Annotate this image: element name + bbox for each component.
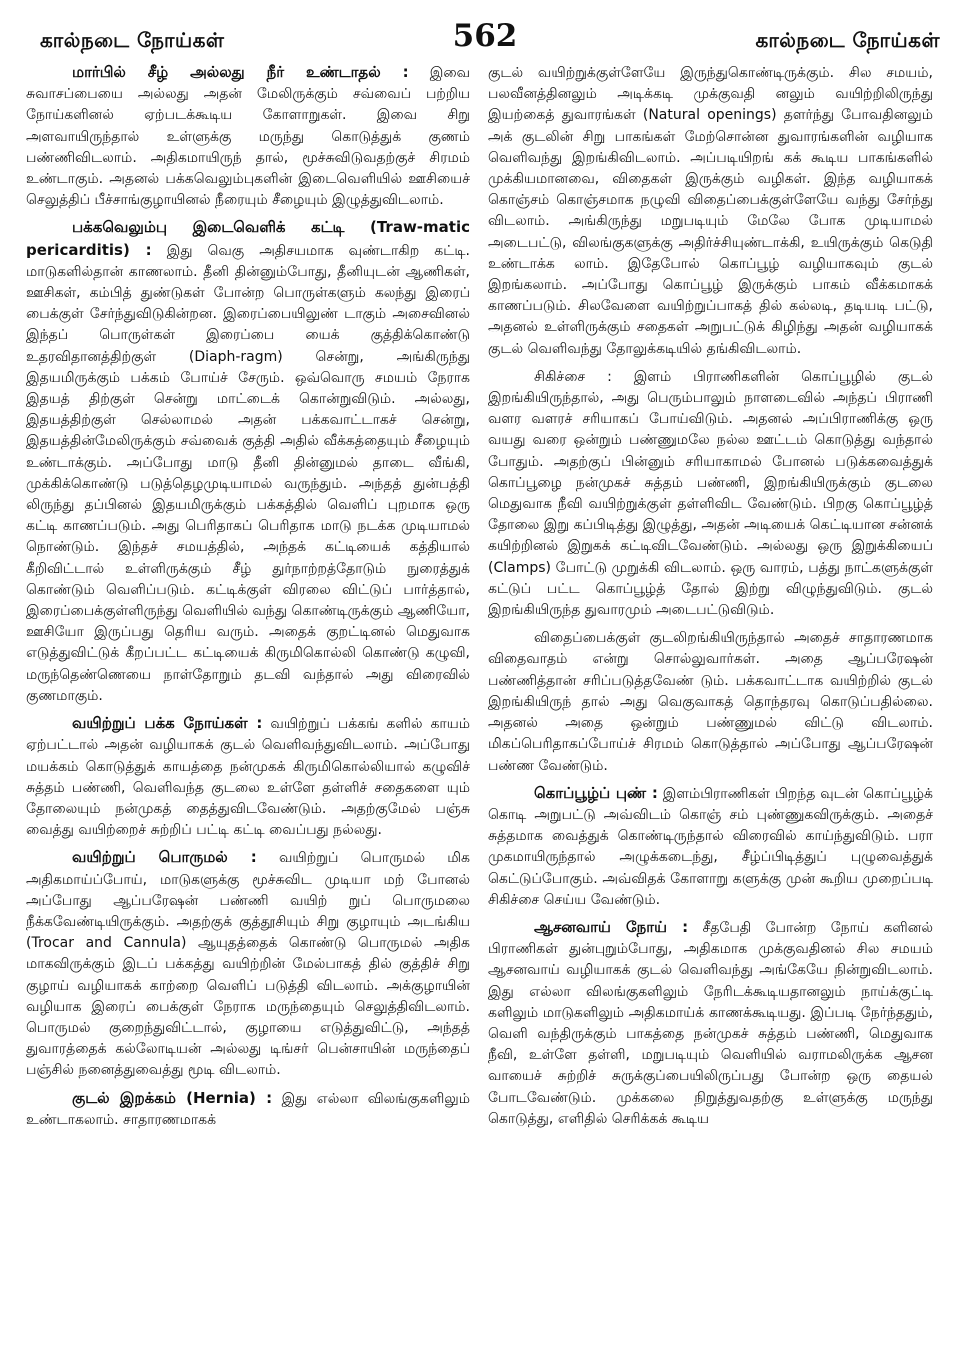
page-header <box>0 0 966 70</box>
running-title-right: கால்நடை நோய்கள் <box>755 28 940 52</box>
paragraph <box>488 62 933 360</box>
paragraph <box>26 713 470 841</box>
paragraph-text: சீதபேதி போன்ற நோய் களினல் பிராணிகள் துன்புறும்போது, அதிகமாக முக்குவதினல் சில சமயம் ஆசனவாய் வழியாகக் குடல் வெளிவந்து அங்கேயே நின்றுவிடலாம். இது எல்லா விலங்குகளிலும் நேரிடக்கூடியதானலும் நாய்க்குட்டி களிலும் மாடுகளிலும் அதிகமாய்க் காணக்கூடியது. இப்படி நேர்ந்ததும், வெளி வந்திருக்கும் பாகத்தை நன்முகச் சுத்தம் பண்ணி, மெதுவாக நீவி, உள்ளே தள்ளி, மறுபடியும் வெளியில் வராமலிருக்க ஆசன வாயைச் சுற்றிச் சுருக்குப்பையிலிருப்பது போன்ற ஒரு தையல் போடவேண்டும். முக்கலை நிறுத்துவதற்கு உள்ளுக்கு மருந்து கொடுத்து, எளிதில் செரிக்கக் கூடிய <box>488 919 933 1127</box>
paragraph-text: விதைப்பைக்குள் குடலிறங்கியிருந்தால் அதைச் சாதாரணமாக விதைவாதம் என்று சொல்லுவார்கள். அதை ஆப்பரேஷன் பண்ணித்தான் சரிப்படுத்தவேண் டும். பக்கவாட்டாக வயிற்றில் குடல் இறங்கியிருந் தால் அது வெகுவாகத் தொந்தரவு கொடுப்பதில்லை. அதனல் அதை ஒன்றும் பண்ணுமல் விட்டு விடலாம். மிகப்பெரிதாகப்போய்ச் சிரமம் கொடுத்தால் அப்போது ஆப்பரேஷன் பண்ண வேண்டும். <box>488 630 933 774</box>
paragraph-text: சிகிச்சை : இளம் பிராணிகளின் கொப்பூழில் குடல் இறங்கியிருந்தால், அது பெரும்பாலும் நாளடைவில் அந்தப் பிராணி வளர வளரச் சரியாகப் போய்விடும். அதனல் அப்பிராணிக்கு ஒரு வயது வரை ஒன்றும் பண்ணுமலே நல்ல ஊட்டம் கொடுத்து வந்தால் போதும். அதற்குப் பின்னும் சரியாகாமல் போனல் படுக்கவைத்துக் கொப்பூழை நன்முகச் சுத்தம் பண்ணி, இறங்கியிருக்கும் குடலை மெதுவாக நீவி வயிற்றுக்குள் தள்ளிவிட வேண்டும். பிறகு கொப்பூழ்த் தோலை இறு கப்பிடித்து இழுத்து, அதன் அடியைக் கெட்டியான சன்னக் கயிற்றினல் இறுகக் கட்டிவிடவேண்டும். அல்லது ஒரு இறுக்கியைப் (Clamps) போட்டு முறுக்கி விடலாம். ஒரு வாரம், பத்து நாட்களுக்குள் கட்டுப் பட்ட கொப்பூழ்த் தோல் இற்று விழுந்துவிடும். குடல் இறங்கியிருந்த துவாரமும் அடைபட்டுவிடும். <box>488 368 933 619</box>
paragraph-text: குடல் வயிற்றுக்குள்ளேயே இருந்துகொண்டிருக்கும். சில சமயம், பலவீனத்தினலும் அடிக்கடி முக்குவதி னலும் வயிற்றிலிருந்து இயற்கைத் துவாரங்கள் (Natural openings) தளர்ந்து போவதினலும் அக் குடலின் சிறு பாகங்கள் மேற்சொன்ன துவாரங்களின் வழியாக வெளிவந்து இறங்கிவிடலாம். அப்படியிறங் கக் கூடிய பாகங்களில் முக்கியமானவை, விதைகள் இருக்கும் வழிகள். இந்த வழியாகக் கொஞ்சம் கொஞ்சமாக நழுவி விதைப்பைக்குள்ளேயே வந்து சேர்ந்து விடலாம். அங்கிருந்து மறுபடியும் மேலே போக முடியாமல் அடைபட்டு, விலங்குகளுக்கு அதிர்ச்சியுண்டாக்கி, உயிருக்கும் கெடுதி உண்டாக்க லாம். இதேபோல் கொப்பூழ் வழியாகவும் குடல் இறங்கலாம். அப்போது கொப்பூழ் இருக்கும் பாகம் வீக்கமாகக் காணப்படும். சிலவேளை வயிற்றுப்பாகத் தில் கல்லடி, தடியடி பட்டு, அதனல் உள்ளிருக்கும் சதைகள் அறுபட்டுக் கிழிந்து அதன் வழியாகக் குடல் வெளிவந்து தோலுக்கடியில் தங்கிவிடலாம். <box>488 65 933 357</box>
page-number: 562 <box>452 18 518 54</box>
paragraph <box>488 783 933 911</box>
paragraph <box>26 1088 470 1131</box>
paragraph <box>488 366 933 621</box>
section-heading: குடல் இறக்கம் (Hernia) : <box>72 1088 273 1107</box>
paragraph-text: வயிற்றுப் பக்கங் களில் காயம் ஏற்பட்டால் அதன் வழியாகக் குடல் வெளிவந்துவிடலாம். அப்போது மயக்கம் கொடுத்துக் காயத்தை நன்முகக் கிருமிகொல்லியால் கழுவிச் சுத்தம் பண்ணி, வெளிவந்த குடலை உள்ளே தள்ளிச் சதைகளை யும் தோலையும் நன்முகத் தைத்துவிடவேண்டும். அதற்குமேல் பஞ்சு வைத்து வயிற்றைச் சுற்றிப் பட்டி கட்டி வைப்பது நல்லது. <box>26 716 470 839</box>
paragraph <box>488 627 933 776</box>
section-heading: வயிற்றுப் பொருமல் : <box>72 848 257 867</box>
right-column <box>488 62 933 1357</box>
paragraph <box>26 62 470 211</box>
paragraph-text: இது எல்லா விலங்குகளிலும் உண்டாகலாம். சாதாரணமாகக் <box>26 1090 470 1128</box>
section-heading: பக்கவெலும்பு இடைவெளிக் கட்டி (Traw-matic pericarditis) : <box>26 218 470 259</box>
paragraph-text: இளம்பிராணிகள் பிறந்த வுடன் கொப்பூழ்க் கொடி அறுபட்டு அவ்விடம் கொஞ் சம் புண்ணுகவிருக்கும். அதைச் சுத்தமாக வைத்துக் கொண்டிருந்தால் விரைவில் காய்ந்துவிடும். பரா முகமாயிருந்தால் அழுக்கடைந்து, சீழ்ப்பிடித்துப் புழுவைத்துக் கெட்டுப்போகும். அவ்விதக் கோளாறு களுக்கு முன் கூறிய முறைப்படி சிகிச்சை செய்ய வேண்டும். <box>488 785 933 908</box>
section-heading: ஆசனவாய் நோய் : <box>534 917 689 936</box>
section-heading: கொப்பூழ்ப் புண் : <box>534 783 658 802</box>
paragraph <box>26 847 470 1081</box>
section-heading: வயிற்றுப் பக்க நோய்கள் : <box>72 714 263 733</box>
section-heading: மார்பில் சீழ் அல்லது நீர் உண்டாதல் : <box>72 63 409 81</box>
running-title-left: கால்நடை நோய்கள் <box>40 28 225 52</box>
paragraph-text: இது வெகு அதிசயமாக வுண்டாகிற கட்டி. மாடுகளில்தான் காணலாம். தீனி தின்னும்போது, தீனியுடன் ஆணிகள், ஊசிகள், கம்பித் துண்டுகள் போன்ற பொருள்களும் கலந்து இரைப் பைக்குள் சேர்ந்துவிடுகின்றன. இரைப்பையிலுண் டாகும் அசைவினல் இந்தப் பொருள்கள் இரைப்பை யைக் குத்திக்கொண்டு உதரவிதானத்திற்குள் (Diaph-ragm) சென்று, அங்கிருந்து இதயமிருக்கும் பக்கம் போய்ச் சேரும். ஒவ்வொரு சமயம் நேராக இதயத் திற்குள் சென்று மாட்டைக் கொன்றுவிடும். அல்லது, இதயத்திற்குள் செல்லாமல் அதன் பக்கவாட்டாகச் சென்று, இதயத்தின்மேலிருக்கும் சவ்வைக் குத்தி அதில் வீக்கத்தையும் சீழையும் உண்டாக்கும். அப்போது மாடு தீனி தின்னுமல் தாடை வீங்கி, முக்கிக்கொண்டு படுத்தெழமுடியாமல் வருந்தும். அந்தத் துன்பத்தி லிருந்து தப்பினல் இதயமிருக்கும் பக்கத்தில் வெளிப் புறமாக ஒரு கட்டி காணப்படும். அது பெரிதாகப் பெரிதாக மாடு நடக்க முடியாமல் நொண்டும். இந்தச் சமயத்தில், அந்தக் கட்டியைக் கத்தியால் கீறிவிட்டால் உள்ளிருக்கும் சீழ் துர்நாற்றத்தோடும் நுரைத்துக் கொண்டும் வெளிப்படும். கட்டிக்குள் விரலை விட்டுப் பார்த்தால், இரைப்பைக்குள்ளிருந்து வெளியில் வந்து கொண்டிருக்கும் ஆணியோ, ஊசியோ இருப்பது தெரிய வரும். அதைக் குறட்டினல் மெதுவாக எடுத்துவிட்டுக் கீறப்பட்ட கட்டியைக் கிருமிகொல்லி கொண்டு கழுவி, மருந்தெண்ணெயை நாள்தோறும் தடவி வந்தால் அது விரைவில் குணமாகும். <box>26 242 470 704</box>
paragraph-text: வயிற்றுப் பொருமல் மிக அதிகமாய்ப்போய், மாடுகளுக்கு மூச்சுவிட முடியா மற் போனல் அப்போது ஆப்பரேஷன் பண்ணி வயிற் றுப் பொருமலை நீக்கவேண்டியிருக்கும். அதற்குக் குத்தூசியும் சிறு குழாயும் அடங்கிய (Trocar and Cannula) ஆயுதத்தைக் கொண்டு பொருமல் அதிக மாகவிருக்கும் இடப் பக்கத்து வயிற்றின் மேல்பாகத் தில் குத்திச் சிறு குழாய் வழியாகக் காற்றை வெளிப் படுத்தி விடலாம். அக்குழாயின் வழியாக இரைப் பைக்குள் நேராக மருந்தையும் செலுத்திவிடலாம். பொருமல் குறைந்துவிட்டால், குழாயை எடுத்துவிட்டு, அந்தத் துவாரத்தைக் கல்லோடியன் அல்லது டிங்சர் பென்சாயின் மருந்தைப் பஞ்சில் நனைத்துவைத்து மூடி விடலாம். <box>26 850 470 1079</box>
paragraph <box>26 217 470 707</box>
paragraph-text: இவை சுவாசப்பையை அல்லது அதன் மேலிருக்கும் சவ்வைப் பற்றிய நோய்களினல் ஏற்படக்கூடிய கோளாறுகள். இவை சிறு அளவாயிருந்தால் உள்ளுக்கு மருந்து கொடுத்துக் குணம் பண்ணிவிடலாம். அதிகமாயிருந் தால், மூச்சுவிடுவதற்குச் சிரமம் உண்டாகும். அதனல் பக்கவெலும்புகளின் இடைவெளியில் ஊசியைச் செலுத்திப் பீச்சாங்குழாயினல் நீரையும் சீழையும் இழுத்துவிடலாம். <box>26 65 470 209</box>
paragraph <box>488 917 933 1130</box>
left-column <box>26 62 470 1357</box>
